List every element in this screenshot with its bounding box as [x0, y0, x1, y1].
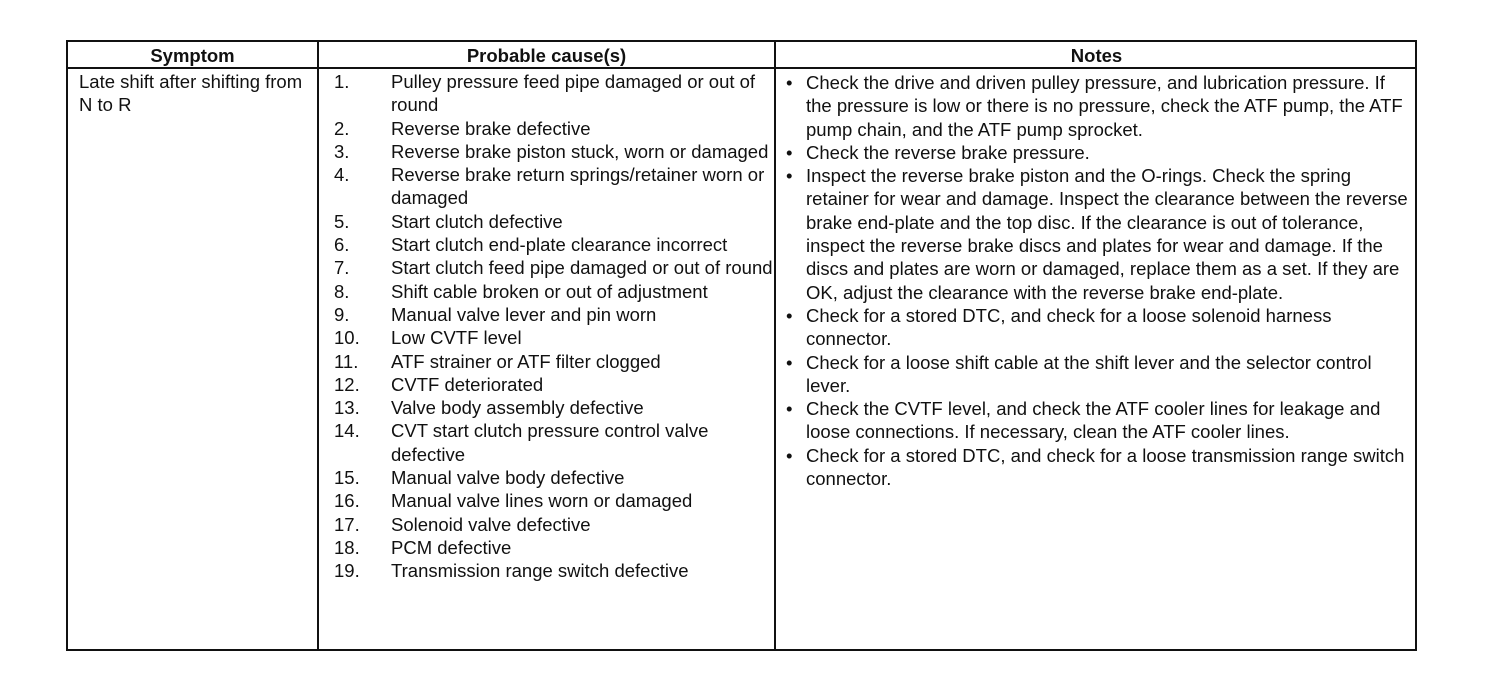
cause-number: 7. — [334, 257, 350, 279]
note-text: Check for a stored DTC, and check for a loose solenoid harness connector. — [806, 304, 1332, 350]
cause-item — [334, 163, 774, 210]
cause-text: CVTF deteriorated — [391, 373, 544, 395]
cause-item — [334, 419, 774, 466]
cause-item — [334, 256, 774, 279]
cause-number: 11. — [334, 350, 359, 372]
cause-text: Transmission range switch defective — [391, 560, 689, 582]
cause-number: 4. — [334, 164, 350, 186]
cause-number: 1. — [334, 71, 350, 92]
cause-item — [334, 489, 774, 512]
cause-text: Manual valve lever and pin worn — [391, 303, 657, 325]
note-item — [786, 141, 1414, 164]
note-item — [786, 351, 1414, 398]
cause-item — [334, 303, 774, 326]
probable-causes-list — [334, 70, 774, 583]
cause-item — [334, 117, 774, 140]
bullet-icon: • — [786, 72, 793, 93]
cause-item — [334, 233, 774, 256]
cause-number: 8. — [334, 280, 350, 302]
cause-text: Start clutch defective — [391, 210, 563, 232]
note-item — [786, 164, 1414, 304]
cause-number: 3. — [334, 140, 350, 162]
header-symptom: Symptom — [150, 45, 235, 66]
cause-text: Reverse brake defective — [391, 117, 591, 139]
cause-number: 13. — [334, 397, 360, 419]
cause-number: 18. — [334, 536, 360, 558]
cause-item — [334, 350, 774, 373]
cause-item — [334, 536, 774, 559]
cause-number: 5. — [334, 210, 350, 232]
cause-text: Start clutch end-plate clearance incorrect — [391, 234, 728, 256]
cause-number: 10. — [334, 327, 360, 349]
note-item — [786, 71, 1414, 141]
header-probable-causes: Probable cause(s) — [466, 45, 627, 66]
bullet-icon: • — [786, 165, 793, 187]
bullet-icon: • — [786, 351, 793, 373]
notes-list — [786, 71, 1414, 490]
cause-text: Manual valve body defective — [391, 467, 625, 489]
cause-text: CVT start clutch pressure control valve defective — [391, 420, 709, 465]
troubleshooting-table — [66, 40, 1417, 651]
cause-number: 9. — [334, 303, 350, 325]
cause-number: 17. — [334, 513, 360, 535]
cause-number: 16. — [334, 490, 360, 512]
cause-number: 19. — [334, 560, 360, 582]
cause-text: Valve body assembly defective — [391, 397, 644, 419]
cause-text: Pulley pressure feed pipe damaged or out of round — [391, 71, 756, 116]
cause-item — [334, 140, 774, 163]
cause-item — [334, 210, 774, 233]
note-item — [786, 304, 1414, 351]
header-notes: Notes — [1070, 45, 1123, 66]
header-divider — [68, 67, 1415, 69]
cause-text: PCM defective — [391, 536, 512, 558]
cause-item — [334, 326, 774, 349]
cause-item — [334, 466, 774, 489]
cause-number: 12. — [334, 373, 360, 395]
cause-text: ATF strainer or ATF filter clogged — [391, 350, 661, 372]
note-text: Inspect the reverse brake piston and the O-rings. Check the spring retainer for wear and damage. Inspect the clearance between the reverse brake end-plate and the top disc. If the clearance is out of tolerance, inspect the reverse brake discs and plates for wear and damage. If the discs and plates are worn or damaged, replace them as a set. If they are OK, adjust the clearance with the reverse brake end-plate. — [806, 165, 1408, 303]
note-text: Check for a stored DTC, and check for a loose transmission range switch connector. — [806, 444, 1405, 490]
note-text: Check the CVTF level, and check the ATF cooler lines for leakage and loose connections. If necessary, clean the ATF cooler lines. — [806, 398, 1381, 443]
cause-item — [334, 373, 774, 396]
bullet-icon: • — [786, 304, 793, 326]
column-divider-symptom-cause — [317, 42, 319, 649]
note-item — [786, 444, 1414, 491]
cause-number: 2. — [334, 117, 350, 139]
cause-text: Shift cable broken or out of adjustment — [391, 280, 708, 302]
cause-text: Start clutch feed pipe damaged or out of round — [391, 257, 773, 279]
cause-text: Reverse brake return springs/retainer worn or damaged — [391, 164, 765, 209]
cause-item — [334, 396, 774, 419]
note-text: Check the drive and driven pulley pressure, and lubrication pressure. If the pressure is low or there is no pressure, check the ATF pump, the ATF pump chain, and the ATF pump sprocket. — [806, 72, 1403, 140]
cause-text: Low CVTF level — [391, 327, 522, 349]
cause-item — [334, 70, 774, 117]
cause-number: 6. — [334, 234, 350, 256]
cause-text: Solenoid valve defective — [391, 513, 591, 535]
note-text: Check the reverse brake pressure. — [806, 141, 1090, 163]
cause-item — [334, 559, 774, 582]
cause-text: Manual valve lines worn or damaged — [391, 490, 693, 512]
note-item — [786, 397, 1414, 444]
bullet-icon: • — [786, 444, 793, 466]
column-divider-cause-notes — [774, 42, 776, 649]
cause-item — [334, 513, 774, 536]
bullet-icon: • — [786, 398, 793, 420]
cause-number: 15. — [334, 467, 360, 489]
symptom-cell: Late shift after shifting from N to R — [79, 71, 303, 116]
cause-text: Reverse brake piston stuck, worn or damaged — [391, 140, 769, 162]
cause-item — [334, 280, 774, 303]
bullet-icon: • — [786, 141, 793, 163]
cause-number: 14. — [334, 420, 360, 442]
note-text: Check for a loose shift cable at the shift lever and the selector control lever. — [806, 351, 1372, 396]
